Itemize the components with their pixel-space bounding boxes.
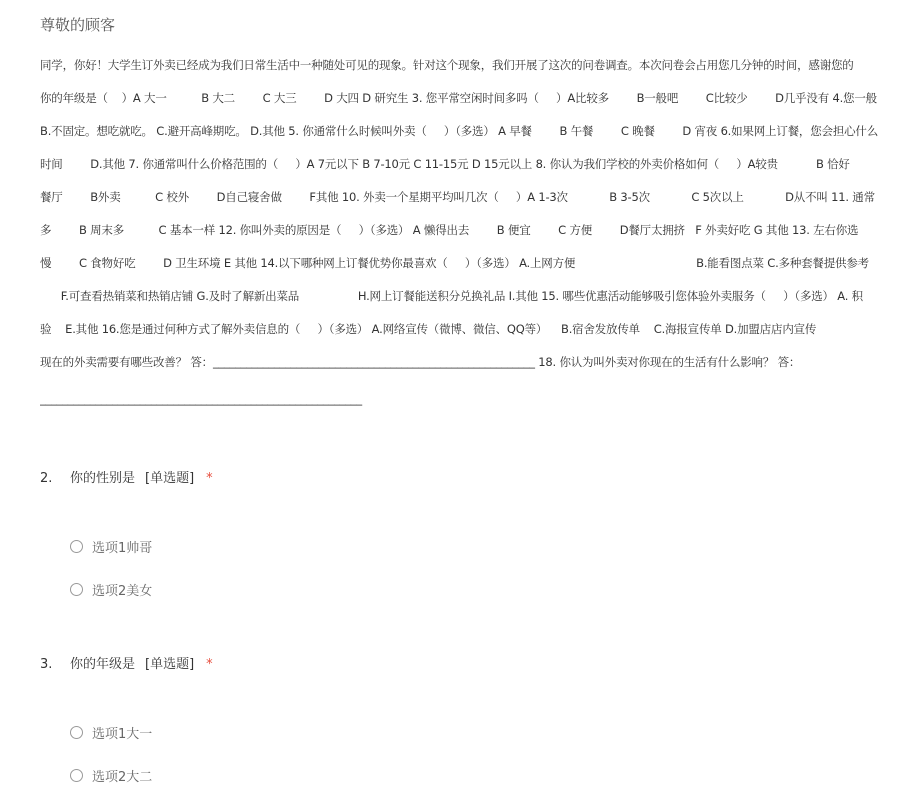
option-gender-male[interactable] [70,537,152,556]
intro-line: 现在的外卖需要有哪些改善？ 答：__________________________________________________________ 18. 你认为叫外卖对你现在的生活有什么影响？ 答： [40,355,801,369]
question-type: [单选题] [145,471,195,486]
intro-line: 多 B 周末多 C 基本一样 12. 你叫外卖的原因是（ ）（多选） A 懒得出去 B 便宜 C 方便 D餐厅太拥挤 F 外卖好吃 G 其他 13. 左右你选 [40,223,859,237]
intro-line: 验 E.其他 16.您是通过何种方式了解外卖信息的（ ）（多选） A.网络宣传（微博、微信、QQ等） B.宿舍发放传单 C.海报宣传单 D.加盟店店内宣传 [40,322,817,336]
greeting-title: 尊敬的顾客 [40,16,116,34]
question-title: 你的性别是 [70,471,136,486]
intro-line: 时间 D.其他 7. 你通常叫什么价格范围的（ ）A 7元以下 B 7-10元 C 11-15元 D 15元以上 8. 你认为我们学校的外卖价格如何（ ）A较贵 B 恰好 [40,157,850,171]
question-number: 2. [40,471,53,486]
radio-button[interactable] [70,769,83,782]
option-grade-freshman[interactable] [70,723,152,742]
option-grade-sophomore[interactable] [70,766,152,785]
intro-line: 慢 C 食物好吃 D 卫生环境 E 其他 14.以下哪种网上订餐优势你最喜欢（ ）（多选） A.上网方便 B.能看图点菜 C.多种套餐提供参考 [40,256,869,270]
intro-text [40,52,900,412]
option-label: 选项2大二 [92,770,153,785]
radio-button[interactable] [70,540,83,553]
intro-line: __________________________________________________________ [40,392,362,406]
option-label: 选项1大一 [92,727,153,742]
intro-line: 餐厅 B外卖 C 校外 D自己寝舍做 F其他 10. 外卖一个星期平均叫几次（ ）A 1-3次 B 3-5次 C 5次以上 D从不叫 11. 通常 [40,190,875,204]
option-label: 选项2美女 [92,584,153,599]
radio-button[interactable] [70,583,83,596]
option-gender-female[interactable] [70,580,152,599]
question-type: [单选题] [145,657,195,672]
radio-button[interactable] [70,726,83,739]
question-title: 你的年级是 [70,657,136,672]
intro-line: F.可查看热销菜和热销店铺 G.及时了解新出菜品 H.网上订餐能送积分兑换礼品 I.其他 15. 哪些优惠活动能够吸引您体验外卖服务（ ）（多选） A. 积 [40,289,863,303]
required-mark: * [206,471,213,486]
intro-line: 你的年级是（ ）A 大一 B 大二 C 大三 D 大四 D 研究生 3. 您平常空闲时间多吗（ ）A比较多 B一般吧 C比较少 D几乎没有 4.您一般 [40,91,877,105]
intro-line: 同学，你好！大学生订外卖已经成为我们日常生活中一种随处可见的现象。针对这个现象，我们开展了这次的问卷调查。本次问卷会占用您几分钟的时间，感谢您的 [40,58,854,72]
question-number: 3. [40,657,53,672]
question-gender [40,467,213,486]
intro-line: B.不固定。想吃就吃。 C.避开高峰期吃。 D.其他 5. 你通常什么时候叫外卖（ ）（多选） A 早餐 B 午餐 C 晚餐 D 宵夜 6.如果网上订餐，您会担心什么 [40,124,879,138]
option-label: 选项1帅哥 [92,541,153,556]
required-mark: * [206,657,213,672]
question-grade [40,653,213,672]
